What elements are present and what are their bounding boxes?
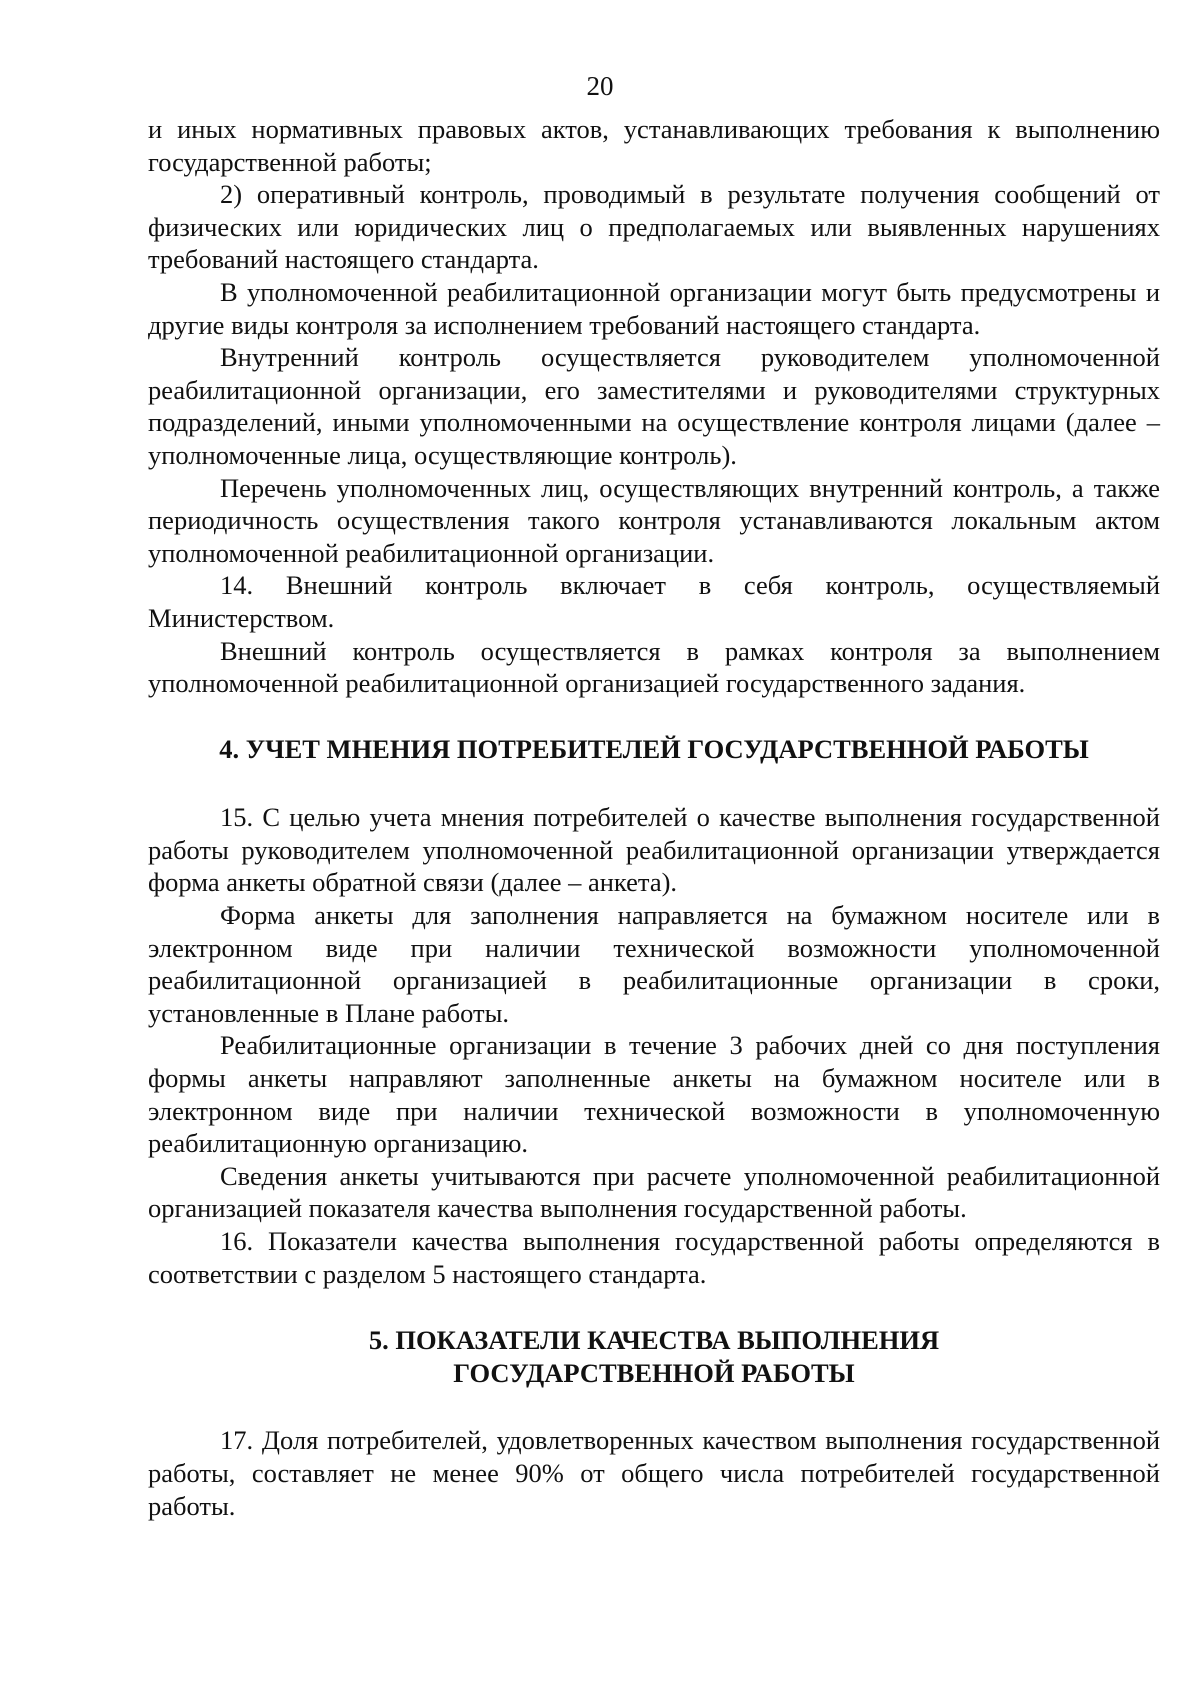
document-body: [148, 113, 1160, 1522]
paragraph: 14. Внешний контроль включает в себя контроль, осуществляемый Министерством.: [148, 570, 1160, 633]
paragraph: Форма анкеты для заполнения направляется на бумажном носителе или в электронном виде при наличии технической возможности уполномоченной реабилитационной организацией в реабилитационные организации в сроки, установленные в Плане работы.: [148, 900, 1160, 1028]
page-number: 20: [586, 71, 614, 101]
section-4-heading: 4. УЧЕТ МНЕНИЯ ПОТРЕБИТЕЛЕЙ ГОСУДАРСТВЕННОЙ РАБОТЫ: [219, 733, 1089, 764]
section-5-heading-line-2: ГОСУДАРСТВЕННОЙ РАБОТЫ: [453, 1357, 855, 1388]
paragraph: 2) оперативный контроль, проводимый в результате получения сообщений от физических или юридических лиц о предполагаемых или выявленных нарушениях требований настоящего стандарта.: [148, 179, 1160, 275]
paragraph: Сведения анкеты учитываются при расчете уполномоченной реабилитационной организацией показателя качества выполнения государственной работы.: [148, 1160, 1160, 1224]
paragraph: 16. Показатели качества выполнения государственной работы определяются в соответствии с разделом 5 настоящего стандарта.: [148, 1226, 1160, 1289]
section-5-heading: [148, 1324, 1160, 1389]
paragraph: В уполномоченной реабилитационной организации могут быть предусмотрены и другие виды контроля за исполнением требований настоящего стандарта.: [148, 276, 1160, 340]
paragraph: Внутренний контроль осуществляется руководителем уполномоченной реабилитационной организации, его заместителями и руководителями структурных подразделений, иными уполномоченными на осуществление контроля лицами (далее – уполномоченные лица, осуществляющие контроль).: [148, 342, 1160, 470]
paragraph: и иных нормативных правовых актов, устанавливающих требования к выполнению государственной работы;: [148, 114, 1160, 177]
section-5-heading-line-1: 5. ПОКАЗАТЕЛИ КАЧЕСТВА ВЫПОЛНЕНИЯ: [368, 1325, 940, 1356]
paragraph: 17. Доля потребителей, удовлетворенных качеством выполнения государственной работы, составляет не менее 90% от общего числа потребителей государственной работы.: [148, 1425, 1160, 1521]
paragraph: 15. С целью учета мнения потребителей о качестве выполнения государственной работы руководителем уполномоченной реабилитационной организации утверждается форма анкеты обратной связи (далее – анкета).: [148, 802, 1160, 898]
paragraph: Внешний контроль осуществляется в рамках контроля за выполнением уполномоченной реабилитационной организацией государственного задания.: [148, 635, 1160, 699]
paragraph: Перечень уполномоченных лиц, осуществляющих внутренний контроль, а также периодичность осуществления такого контроля устанавливаются локальным актом уполномоченной реабилитационной организации.: [148, 472, 1160, 568]
paragraph: Реабилитационные организации в течение 3 рабочих дней со дня поступления формы анкеты направляют заполненные анкеты на бумажном носителе или в электронном виде при наличии технической возможности в уполномоченную реабилитационную организацию.: [148, 1030, 1160, 1159]
